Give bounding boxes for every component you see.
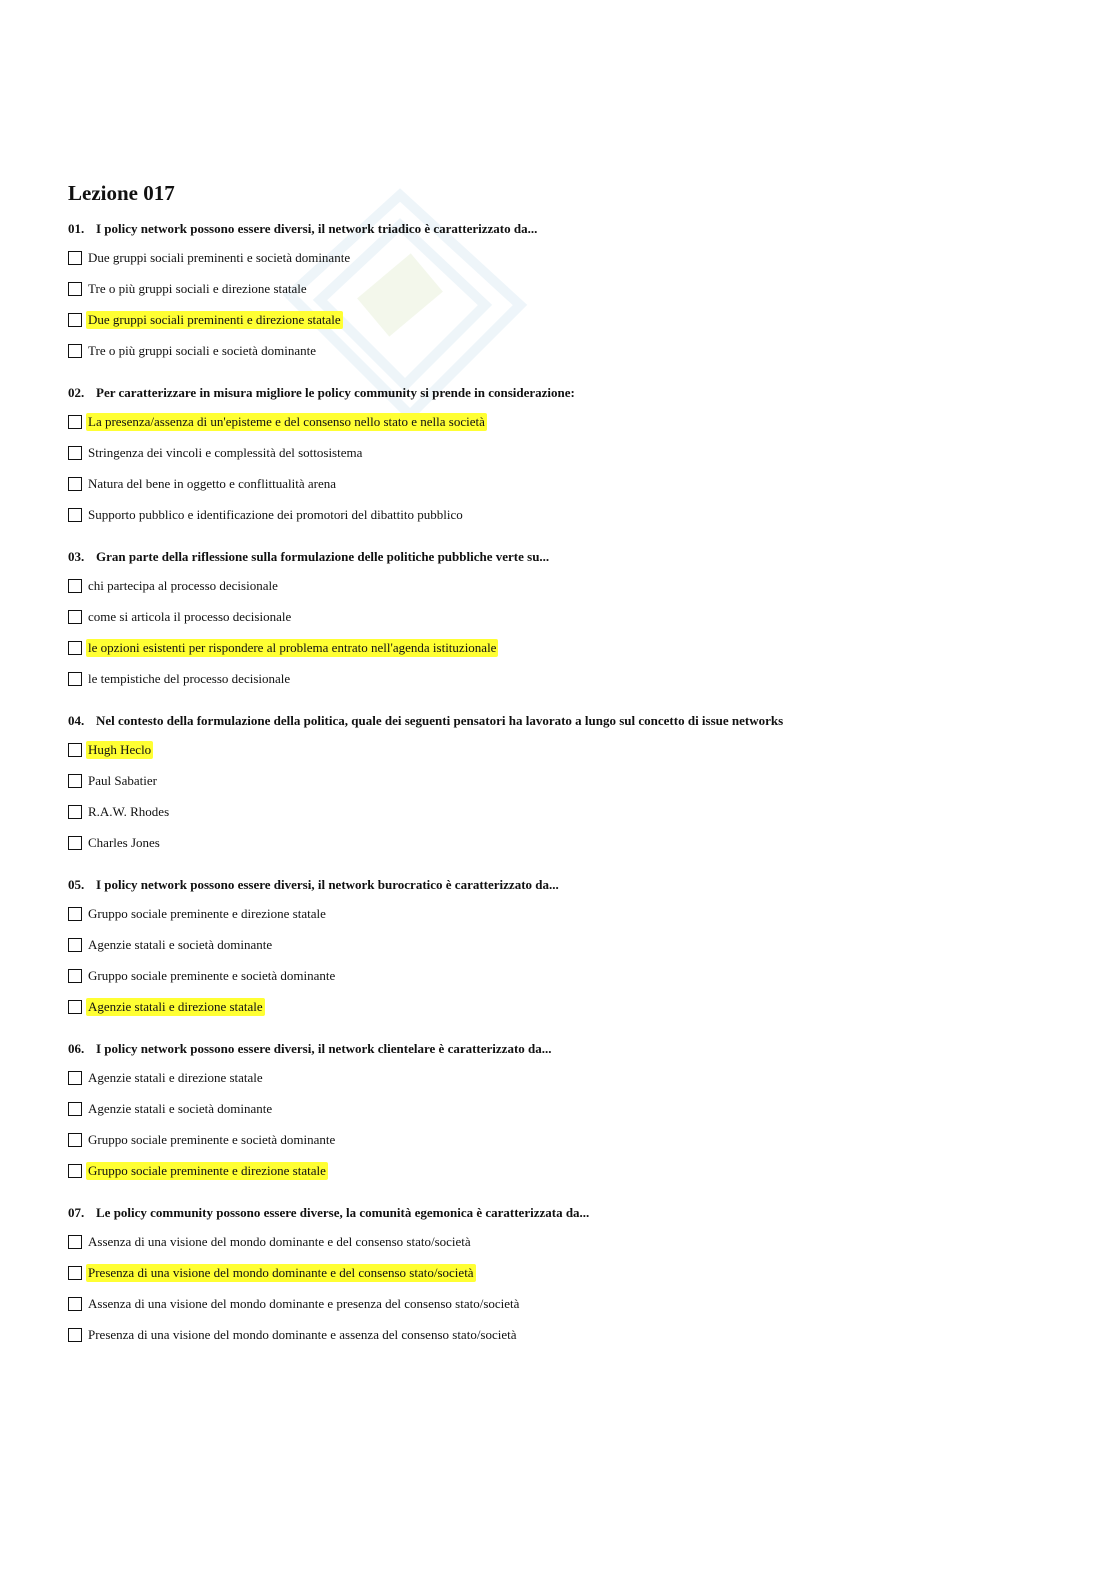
answer-label: Agenzie statali e società dominante xyxy=(88,1100,273,1116)
answer-option[interactable] xyxy=(68,929,1068,960)
answer-label-highlighted: Gruppo sociale preminente e direzione statale xyxy=(88,1162,326,1178)
question-4 xyxy=(68,708,1068,858)
checkbox[interactable] xyxy=(68,415,82,429)
answer-option[interactable] xyxy=(68,827,1068,858)
answer-label: Paul Sabatier xyxy=(88,772,157,788)
question-text: I policy network possono essere diversi, il network triadico è caratterizzato da... xyxy=(96,221,538,236)
question-6 xyxy=(68,1036,1068,1186)
question-heading xyxy=(68,1036,1068,1062)
answer-option[interactable] xyxy=(68,960,1068,991)
answer-option[interactable] xyxy=(68,335,1068,366)
question-1 xyxy=(68,216,1068,366)
answer-option[interactable] xyxy=(68,991,1068,1022)
checkbox[interactable] xyxy=(68,446,82,460)
checkbox[interactable] xyxy=(68,1328,82,1342)
checkbox[interactable] xyxy=(68,1000,82,1014)
checkbox[interactable] xyxy=(68,1164,82,1178)
checkbox[interactable] xyxy=(68,313,82,327)
checkbox[interactable] xyxy=(68,774,82,788)
answer-label: Agenzie statali e direzione statale xyxy=(88,1069,263,1085)
checkbox[interactable] xyxy=(68,1266,82,1280)
answer-option[interactable] xyxy=(68,1155,1068,1186)
answer-option[interactable] xyxy=(68,273,1068,304)
answer-option[interactable] xyxy=(68,1226,1068,1257)
question-text: Gran parte della riflessione sulla formulazione delle politiche pubbliche verte su... xyxy=(96,549,550,564)
question-number: 01. xyxy=(68,221,85,236)
question-text: Le policy community possono essere diverse, la comunità egemonica è caratterizzata da... xyxy=(96,1205,590,1220)
answer-label-highlighted: Hugh Heclo xyxy=(88,741,152,757)
question-heading xyxy=(68,380,1068,406)
checkbox[interactable] xyxy=(68,672,82,686)
answer-label: come si articola il processo decisionale xyxy=(88,608,292,624)
question-number: 04. xyxy=(68,713,85,728)
answer-label: Assenza di una visione del mondo dominante e presenza del consenso stato/società xyxy=(88,1295,520,1311)
question-list xyxy=(68,216,1068,1350)
question-2 xyxy=(68,380,1068,530)
question-text: I policy network possono essere diversi, il network burocratico è caratterizzato da... xyxy=(96,877,559,892)
question-heading xyxy=(68,1200,1068,1226)
question-text: I policy network possono essere diversi, il network clientelare è caratterizzato da... xyxy=(96,1041,552,1056)
answer-option[interactable] xyxy=(68,1093,1068,1124)
answer-option[interactable] xyxy=(68,601,1068,632)
question-number: 02. xyxy=(68,385,85,400)
question-heading xyxy=(68,544,1068,570)
checkbox[interactable] xyxy=(68,1297,82,1311)
checkbox[interactable] xyxy=(68,743,82,757)
answer-label: Presenza di una visione del mondo dominante e assenza del consenso stato/società xyxy=(88,1326,517,1342)
checkbox[interactable] xyxy=(68,610,82,624)
quiz-page xyxy=(68,178,1068,1364)
answer-option[interactable] xyxy=(68,796,1068,827)
checkbox[interactable] xyxy=(68,251,82,265)
checkbox[interactable] xyxy=(68,477,82,491)
answer-label-highlighted: Due gruppi sociali preminenti e direzione statale xyxy=(88,311,341,327)
checkbox[interactable] xyxy=(68,1133,82,1147)
answer-option[interactable] xyxy=(68,1124,1068,1155)
answer-option[interactable] xyxy=(68,1288,1068,1319)
answer-option[interactable] xyxy=(68,1062,1068,1093)
answer-option[interactable] xyxy=(68,499,1068,530)
answer-option[interactable] xyxy=(68,242,1068,273)
answer-label-highlighted: Agenzie statali e direzione statale xyxy=(88,998,263,1014)
answer-option[interactable] xyxy=(68,1257,1068,1288)
question-heading xyxy=(68,216,1068,242)
answer-option[interactable] xyxy=(68,406,1068,437)
question-heading xyxy=(68,872,1068,898)
answer-label: Supporto pubblico e identificazione dei promotori del dibattito pubblico xyxy=(88,506,463,522)
question-number: 05. xyxy=(68,877,85,892)
answer-label: Gruppo sociale preminente e società dominante xyxy=(88,967,336,983)
checkbox[interactable] xyxy=(68,1102,82,1116)
question-heading xyxy=(68,708,1068,734)
answer-option[interactable] xyxy=(68,1319,1068,1350)
answer-label-highlighted: le opzioni esistenti per rispondere al problema entrato nell'agenda istituzionale xyxy=(88,639,497,655)
checkbox[interactable] xyxy=(68,1071,82,1085)
answer-label: Assenza di una visione del mondo dominante e del consenso stato/società xyxy=(88,1233,471,1249)
answer-option[interactable] xyxy=(68,898,1068,929)
question-number: 07. xyxy=(68,1205,85,1220)
answer-label: Natura del bene in oggetto e conflittualità arena xyxy=(88,475,336,491)
question-text: Per caratterizzare in misura migliore le policy community si prende in considerazione: xyxy=(96,385,575,400)
answer-label: le tempistiche del processo decisionale xyxy=(88,670,291,686)
checkbox[interactable] xyxy=(68,508,82,522)
checkbox[interactable] xyxy=(68,805,82,819)
question-3 xyxy=(68,544,1068,694)
answer-label: Tre o più gruppi sociali e direzione statale xyxy=(88,280,307,296)
answer-option[interactable] xyxy=(68,734,1068,765)
checkbox[interactable] xyxy=(68,579,82,593)
answer-label-highlighted: Presenza di una visione del mondo dominante e del consenso stato/società xyxy=(88,1264,474,1280)
answer-label: Gruppo sociale preminente e direzione statale xyxy=(88,905,326,921)
answer-label: Charles Jones xyxy=(88,834,160,850)
answer-label: Agenzie statali e società dominante xyxy=(88,936,273,952)
checkbox[interactable] xyxy=(68,344,82,358)
answer-label: Tre o più gruppi sociali e società dominante xyxy=(88,342,317,358)
answer-option[interactable] xyxy=(68,765,1068,796)
answer-label: Gruppo sociale preminente e società dominante xyxy=(88,1131,336,1147)
lesson-title: Lezione 017 xyxy=(68,181,175,205)
answer-label-highlighted: La presenza/assenza di un'episteme e del consenso nello stato e nella società xyxy=(88,413,485,429)
question-7 xyxy=(68,1200,1068,1350)
answer-label: Stringenza dei vincoli e complessità del sottosistema xyxy=(88,444,363,460)
checkbox[interactable] xyxy=(68,1235,82,1249)
checkbox[interactable] xyxy=(68,641,82,655)
question-number: 03. xyxy=(68,549,85,564)
answer-option[interactable] xyxy=(68,468,1068,499)
answer-label: R.A.W. Rhodes xyxy=(88,803,170,819)
checkbox[interactable] xyxy=(68,969,82,983)
answer-option[interactable] xyxy=(68,570,1068,601)
question-text: Nel contesto della formulazione della politica, quale dei seguenti pensatori ha lavorato a lungo sul concetto di issue networks xyxy=(96,713,784,728)
question-5 xyxy=(68,872,1068,1022)
question-number: 06. xyxy=(68,1041,85,1056)
checkbox[interactable] xyxy=(68,907,82,921)
answer-option[interactable] xyxy=(68,632,1068,663)
answer-option[interactable] xyxy=(68,304,1068,335)
checkbox[interactable] xyxy=(68,836,82,850)
checkbox[interactable] xyxy=(68,282,82,296)
answer-option[interactable] xyxy=(68,663,1068,694)
checkbox[interactable] xyxy=(68,938,82,952)
answer-option[interactable] xyxy=(68,437,1068,468)
answer-label: Due gruppi sociali preminenti e società dominante xyxy=(88,249,351,265)
answer-label: chi partecipa al processo decisionale xyxy=(88,577,278,593)
